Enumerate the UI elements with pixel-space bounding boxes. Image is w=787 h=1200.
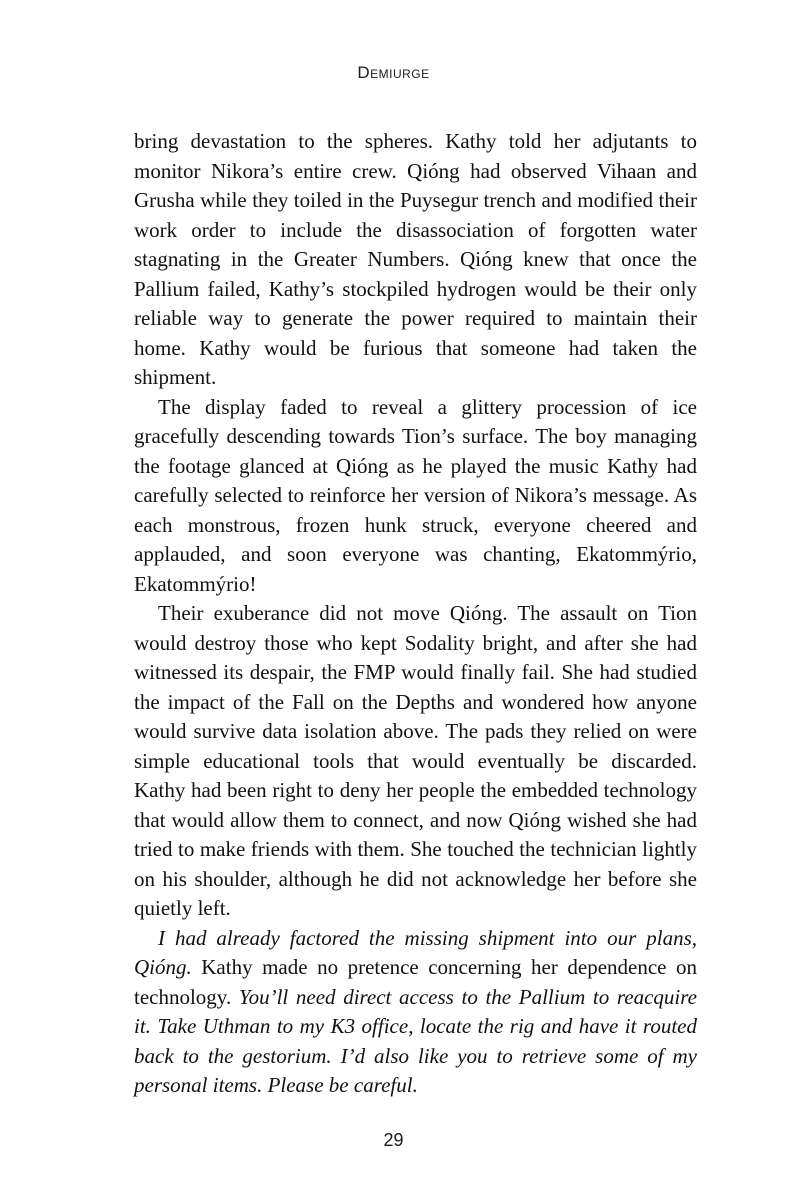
paragraph-4-italic-opening: I had already factored the missing shipment into our plans, Qióng. [134, 925, 697, 979]
body-text [134, 127, 697, 1101]
paragraph-4-italic-dialogue: You’ll need direct access to the Pallium to reacquire it. Take Uthman to my K3 office, locate the rig and have it routed back to the gestorium. I’d also like you to retrieve some of my personal items. Please be careful. [134, 984, 697, 1097]
paragraph-1: bring devastation to the spheres. Kathy told her adjutants to monitor Nikora’s entire crew. Qióng had observed Vihaan and Grusha while they toiled in the Puysegur trench and modified their work order to include the disassociation of forgotten water stagnating in the Greater Numbers. Qióng knew that once the Pallium failed, Kathy’s stockpiled hydrogen would be their only reliable way to generate the power required to maintain their home. Kathy would be furious that someone had taken the shipment. [134, 129, 697, 389]
paragraph-2: The display faded to reveal a glittery procession of ice gracefully descending towards Tion’s surface. The boy managing the footage glanced at Qióng as he played the music Kathy had carefully selected to reinforce her version of Nikora’s message. As each monstrous, frozen hunk struck, everyone cheered and applauded, and soon everyone was chanting, Ekatommýrio, Ekatommýrio! [134, 394, 697, 596]
paragraph-4 [134, 924, 697, 1101]
page-number: 29 [383, 1130, 404, 1150]
paragraph-3: Their exuberance did not move Qióng. The assault on Tion would destroy those who kept Sodality bright, and after she had witnessed its despair, the FMP would finally fail. She had studied the impact of the Fall on the Depths and wondered how anyone would survive data isolation above. The pads they relied on were simple educational tools that would eventually be discarded. Kathy had been right to deny her people the embedded technology that would allow them to connect, and now Qióng wished she had tried to make friends with them. She touched the technician lightly on his shoulder, although he did not acknowledge her before she quietly left. [134, 601, 697, 920]
paragraph-4-narration: Kathy made no pretence concerning her dependence on technology. [134, 955, 697, 1009]
running-head-title: Demiurge [357, 63, 430, 82]
